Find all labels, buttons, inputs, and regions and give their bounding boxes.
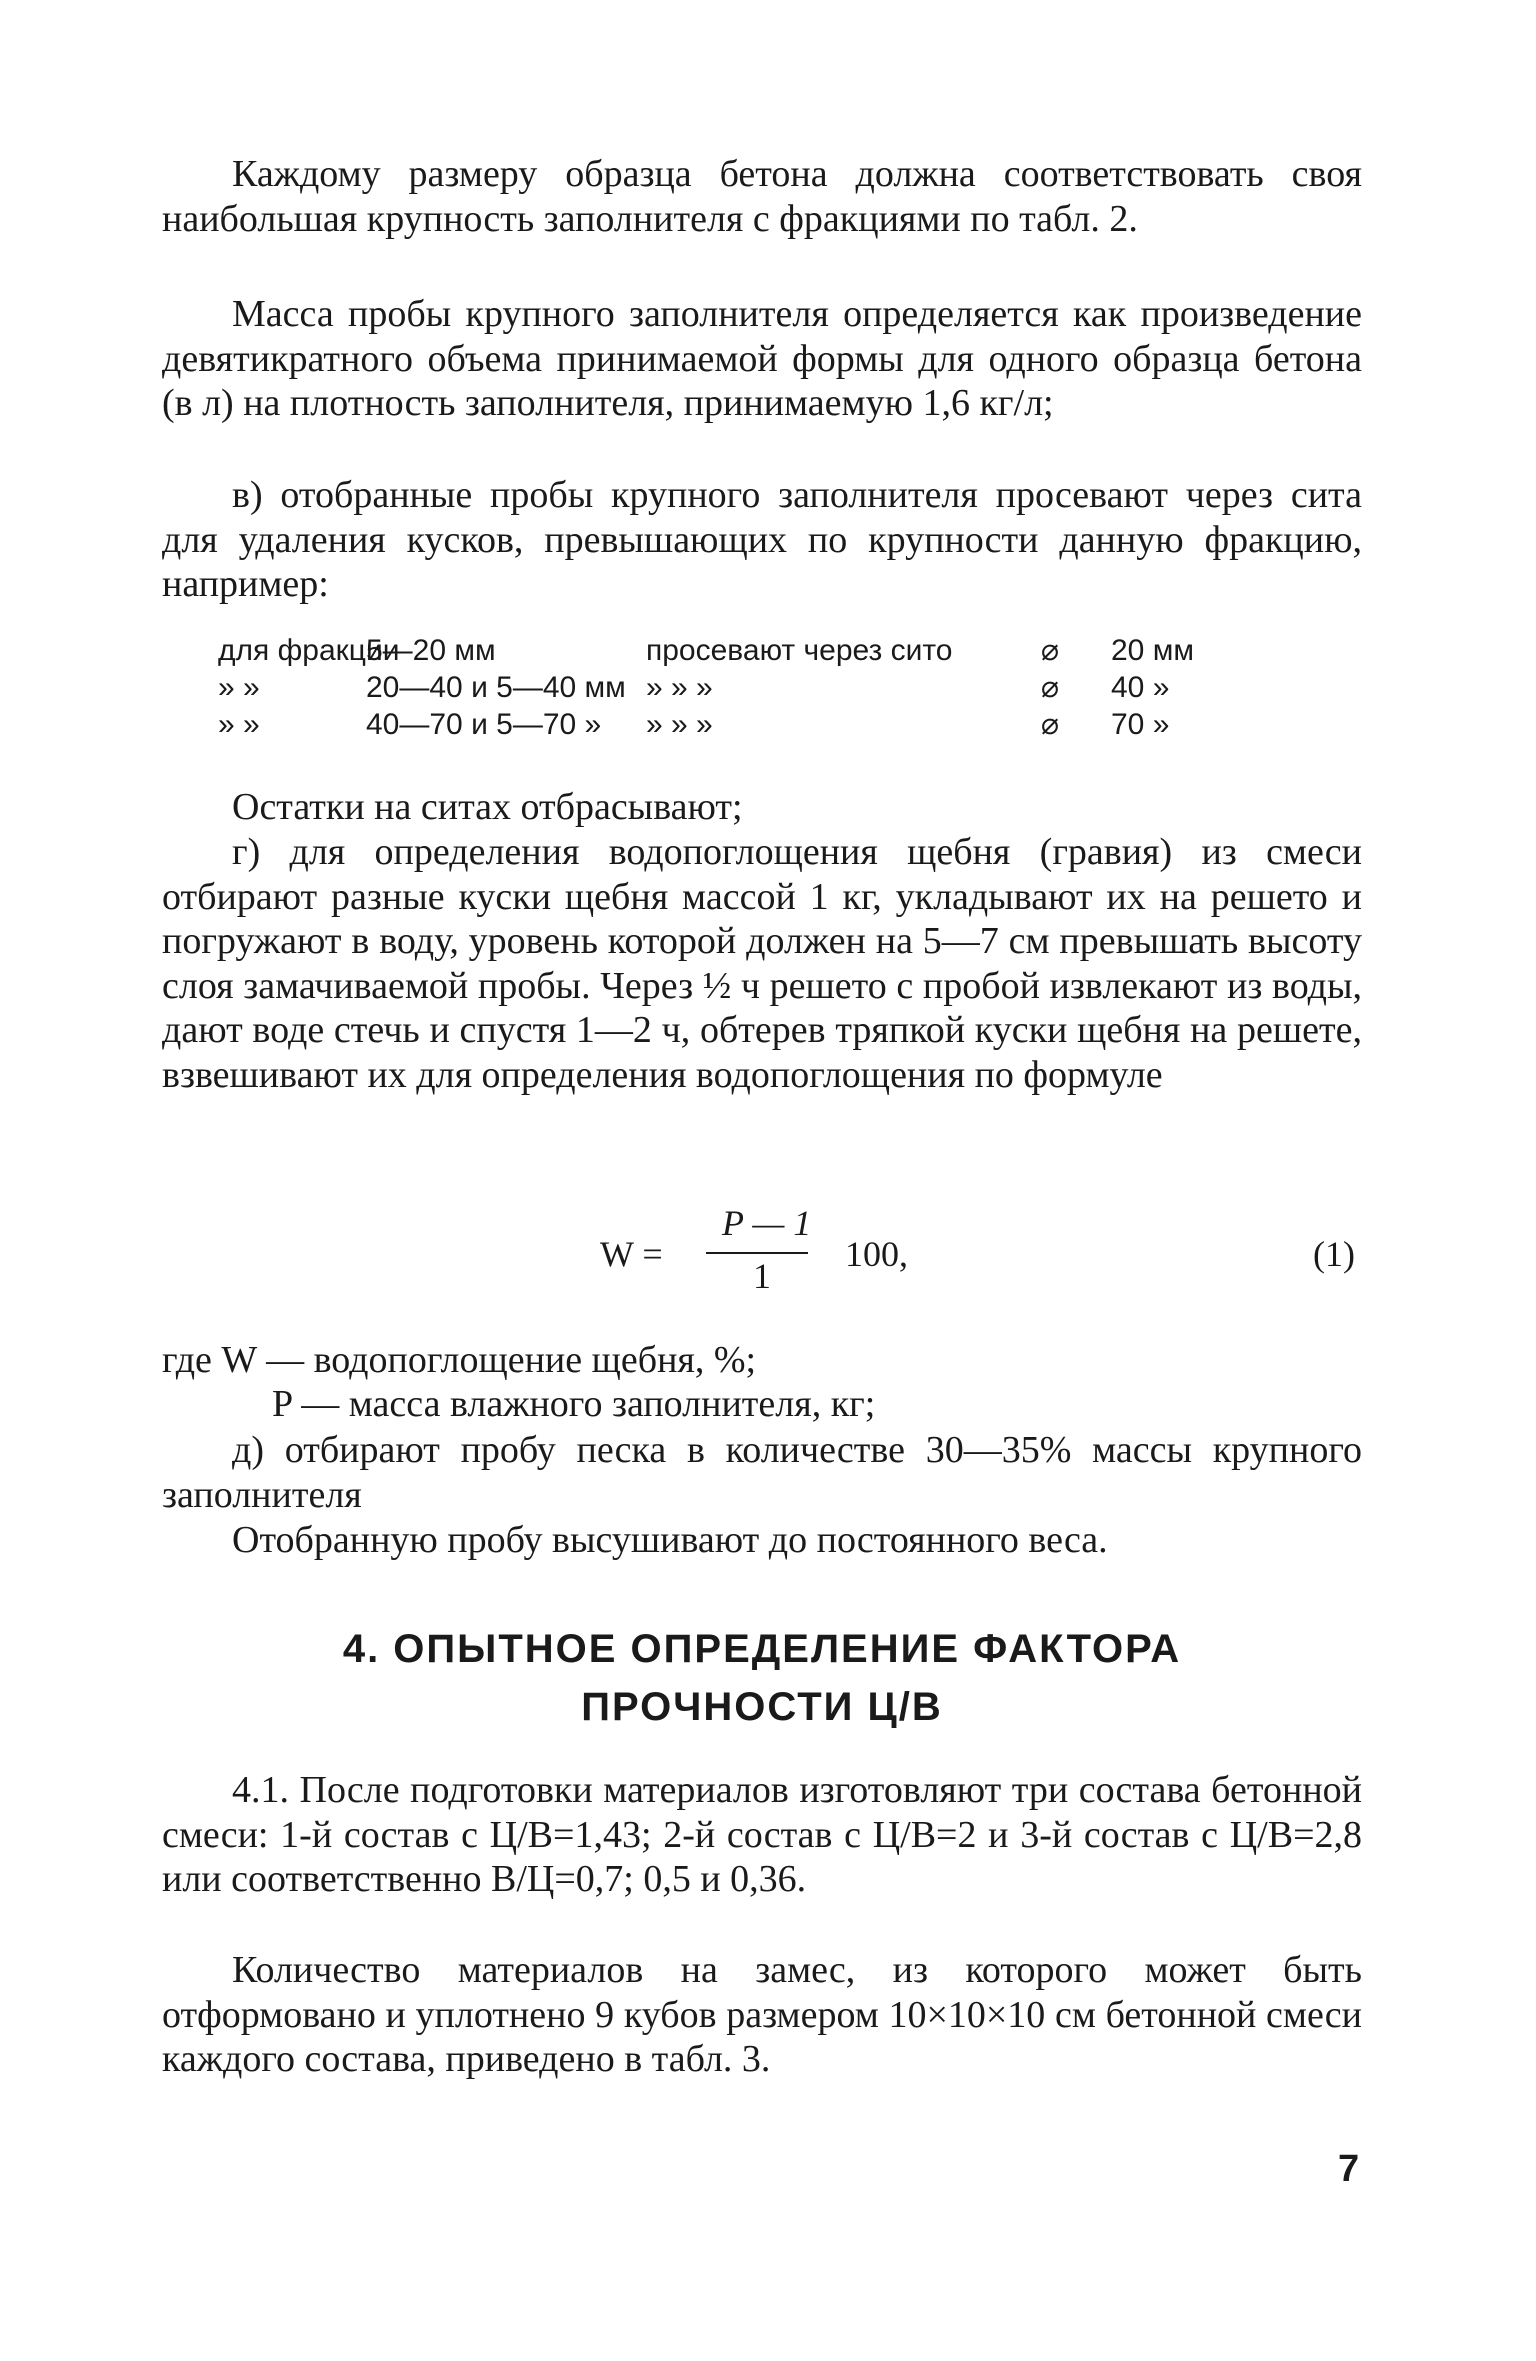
diameter-symbol: ⌀: [1041, 708, 1060, 741]
paragraph-mix-compositions: 4.1. После подготовки материалов изготовляют три состава бетонной смеси: 1-й состав с Ц/В=1,43; 2-й состав с Ц/В=2 и 3-й состав с Ц/В=2,8 или соответственно В/Ц=0,7; 0,5 и 0,36.: [162, 1769, 1362, 1900]
section-heading-line-2: ПРОЧНОСТИ Ц/В: [581, 1685, 943, 1729]
definition-p: P — масса влажного заполнителя, кг;: [272, 1383, 876, 1425]
sieve-cell: 20—40 и 5—40 мм: [366, 671, 626, 704]
sieve-row: [218, 669, 1338, 706]
formula-numerator: P — 1: [722, 1203, 812, 1243]
formula-denominator: 1: [753, 1256, 771, 1296]
sieve-cell: 20 мм: [1111, 634, 1194, 667]
sieve-cell: » » »: [646, 671, 713, 704]
sieve-cell: » »: [218, 671, 260, 704]
page-number: 7: [1338, 2148, 1360, 2190]
formula-water-absorption: [560, 1200, 1360, 1310]
sieve-cell: » » »: [646, 708, 713, 741]
formula-multiplier: 100,: [845, 1234, 908, 1274]
equation-number: (1): [1313, 1234, 1355, 1274]
paragraph-material-quantities: Количество материалов на замес, из которого может быть отформовано и уплотнено 9 кубов размером 10×10×10 см бетонной смеси каждого состава, приведено в табл. 3.: [162, 1949, 1362, 2080]
sieve-cell: 40 »: [1111, 671, 1170, 704]
formula-lhs: W =: [600, 1234, 663, 1274]
paragraph-drying: Отобранную пробу высушивают до постоянного веса.: [232, 1519, 1108, 1561]
sieve-cell: 5—20 мм: [366, 634, 496, 667]
paragraph-sand-sample: д) отбирают пробу песка в количестве 30—35% массы крупного заполнителя: [162, 1429, 1362, 1516]
sieve-cell: просевают через сито: [646, 634, 953, 667]
paragraph-sample-mass: Масса пробы крупного заполнителя определяется как произведение девятикратного объема принимаемой формы для одного образца бетона (в л) на плотность заполнителя, принимаемую 1,6 кг/л;: [162, 293, 1362, 424]
paragraph-sieving: в) отобранные пробы крупного заполнителя просевают через сита для удаления кусков, превышающих по крупности данную фракцию, например:: [162, 474, 1362, 605]
section-heading-line-1: 4. ОПЫТНОЕ ОПРЕДЕЛЕНИЕ ФАКТОРА: [342, 1627, 1182, 1671]
diameter-symbol: ⌀: [1041, 671, 1060, 704]
sieve-cell: для фракции: [218, 634, 400, 667]
sieve-cell: » »: [218, 708, 260, 741]
paragraph-water-absorption: г) для определения водопоглощения щебня (гравия) из смеси отбирают разные куски щебня массой 1 кг, укладывают их на решето и погружают в воду, уровень которой должен на 5—7 см превышать высоту слоя замачиваемой пробы. Через ½ ч решето с пробой извлекают из воды, дают воде стечь и спустя 1—2 ч, обтерев тряпкой куски щебня на решете, взвешивают их для определения водопоглощения по формуле: [162, 831, 1362, 1096]
sieve-row: [218, 632, 1338, 669]
paragraph-residues: Остатки на ситах отбрасывают;: [232, 786, 743, 828]
definition-w: где W — водопоглощение щебня, %;: [162, 1339, 757, 1381]
sieve-cell: 70 »: [1111, 708, 1170, 741]
sieve-cell: 40—70 и 5—70 »: [366, 708, 602, 741]
paragraph-fraction-size: Каждому размеру образца бетона должна соответствовать своя наибольшая крупность заполнителя с фракциями по табл. 2.: [162, 153, 1362, 240]
diameter-symbol: ⌀: [1041, 634, 1060, 667]
sieve-row: [218, 706, 1338, 743]
sieve-table: [218, 632, 1338, 743]
fraction-bar: [706, 1252, 808, 1254]
